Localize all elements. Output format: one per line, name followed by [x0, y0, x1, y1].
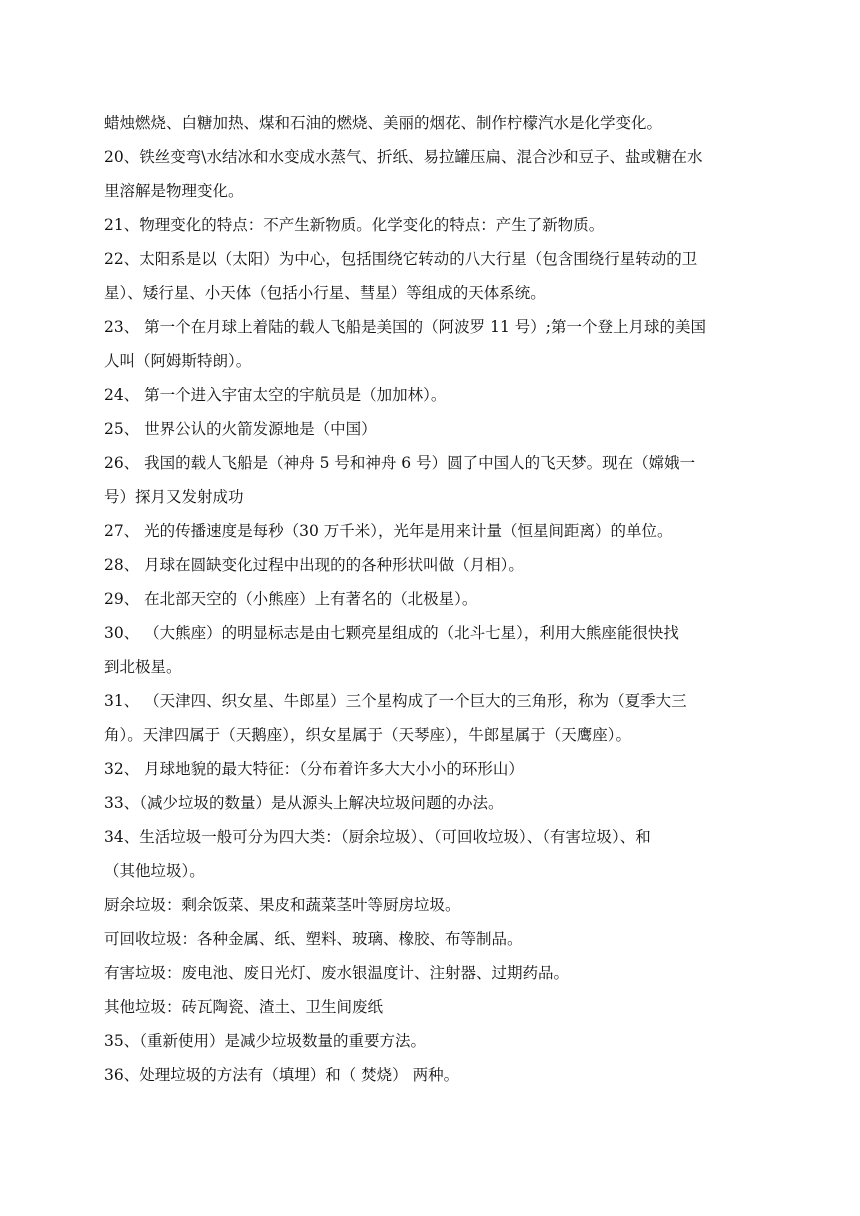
text-line: 蜡烛燃烧、白糖加热、煤和石油的燃烧、美丽的烟花、制作柠檬汽水是化学变化。 [104, 114, 663, 132]
text-line: 有害垃圾：废电池、废日光灯、废水银温度计、注射器、过期药品。 [104, 964, 570, 982]
text-line: 可回收垃圾：各种金属、纸、塑料、玻璃、橡胶、布等制品。 [104, 930, 523, 948]
text-line: 21、物理变化的特点：不产生新物质。化学变化的特点：产生了新物质。 [104, 216, 605, 234]
text-line: （其他垃圾）。 [104, 862, 205, 880]
text-line: 星）、矮行星、小天体（包括小行星、彗星）等组成的天体系统。 [104, 284, 546, 302]
text-line: 角）。天津四属于（天鹅座），织女星属于（天琴座），牛郎星属于（天鹰座）。 [104, 726, 632, 744]
text-line: 25、 世界公认的火箭发源地是（中国） [104, 420, 377, 438]
text-line: 人叫（阿姆斯特朗）。 [104, 352, 252, 370]
text-line: 27、 光的传播速度是每秒（30 万千米），光年是用来计量（恒星间距离）的单位。 [104, 522, 673, 540]
text-line: 36、处理垃圾的方法有（填埋）和（ 焚烧） 两种。 [104, 1066, 460, 1084]
text-line: 24、 第一个进入宇宙太空的宇航员是（加加林）。 [104, 386, 447, 404]
text-line: 32、 月球地貌的最大特征：（分布着许多大大小小的环形山） [104, 760, 524, 778]
text-line: 厨余垃圾：剩余饭菜、果皮和蔬菜茎叶等厨房垃圾。 [104, 896, 461, 914]
text-line: 22、太阳系是以（太阳）为中心，包括围绕它转动的八大行星（包含围绕行星转动的卫 [104, 250, 698, 268]
text-line: 其他垃圾：砖瓦陶瓷、渣土、卫生间废纸 [104, 998, 384, 1016]
text-line: 28、 月球在圆缺变化过程中出现的的各种形状叫做（月相）。 [104, 556, 524, 574]
text-line: 29、 在北部天空的（小熊座）上有著名的（北极星）。 [104, 590, 478, 608]
text-line: 20、铁丝变弯\水结冰和水变成水蒸气、折纸、易拉罐压扁、混合沙和豆子、盐或糖在水 [104, 148, 703, 166]
text-line: 号）探月又发射成功 [104, 488, 244, 506]
text-line: 30、 （大熊座）的明显标志是由七颗亮星组成的（北斗七星），利用大熊座能很快找 [104, 624, 679, 642]
text-line: 34、生活垃圾一般可分为四大类：（厨余垃圾）、（可回收垃圾）、（有害垃圾）、和 [104, 828, 651, 846]
text-line: 到北极星。 [104, 658, 182, 676]
text-line: 26、 我国的载人飞船是（神舟 5 号和神舟 6 号）圆了中国人的飞天梦。现在（嫦娥一 [104, 454, 696, 472]
text-line: 23、 第一个在月球上着陆的载人飞船是美国的（阿波罗 11 号）;第一个登上月球的美国 [104, 318, 706, 336]
text-line: 35、（重新使用）是减少垃圾数量的重要方法。 [104, 1032, 426, 1050]
text-line: 31、 （天津四、织女星、牛郎星）三个星构成了一个巨大的三角形，称为（夏季大三 [104, 692, 687, 710]
text-line: 33、（减少垃圾的数量）是从源头上解决垃圾问题的办法。 [104, 794, 504, 812]
text-line: 里溶解是物理变化。 [104, 182, 244, 200]
